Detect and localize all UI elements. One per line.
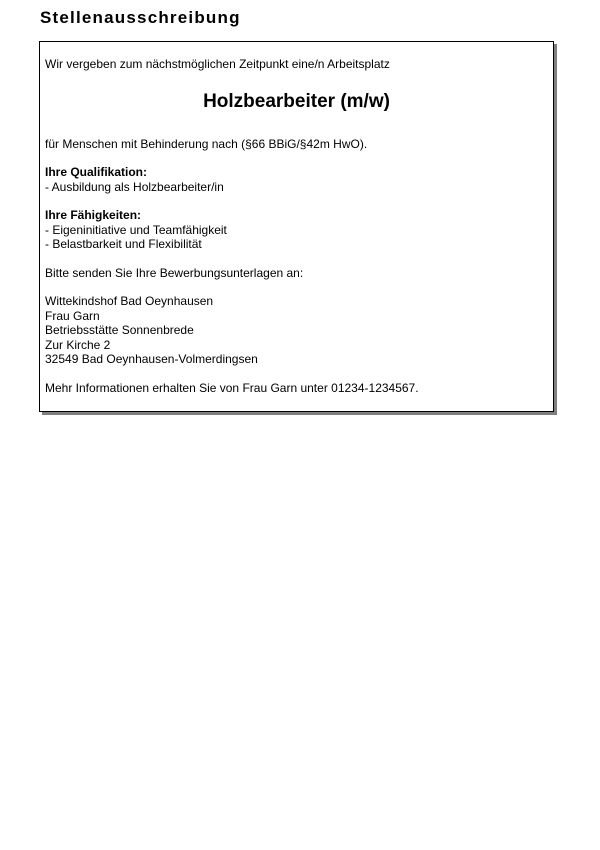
- address-line: 32549 Bad Oeynhausen-Volmerdingsen: [45, 352, 258, 366]
- intro-text: Wir vergeben zum nächstmöglichen Zeitpunkt eine/n Arbeitsplatz: [45, 57, 390, 71]
- address-block: [45, 294, 548, 367]
- address-line: Betriebsstätte Sonnenbrede: [45, 323, 194, 337]
- address-line: Zur Kirche 2: [45, 337, 111, 352]
- qualification-item: - Ausbildung als Holzbearbeiter/in: [45, 179, 224, 194]
- skills-heading: Ihre Fähigkeiten:: [45, 208, 142, 222]
- job-title: Holzbearbeiter (m/w): [203, 90, 390, 112]
- qualification-section: [45, 165, 548, 194]
- skills-item: - Belastbarkeit und Flexibilität: [45, 237, 202, 251]
- address-line: Frau Garn: [45, 308, 100, 323]
- page-title: Stellenausschreibung: [40, 8, 241, 27]
- skills-section: [45, 208, 548, 252]
- qualification-heading: Ihre Qualifikation:: [45, 165, 148, 179]
- job-posting-content: [45, 57, 548, 395]
- job-posting-box: [39, 41, 554, 412]
- address-line: Wittekindshof Bad Oeynhausen: [45, 294, 214, 308]
- skills-item: - Eigeninitiative und Teamfähigkeit: [45, 222, 227, 237]
- apply-prompt: Bitte senden Sie Ihre Bewerbungsunterlagen an:: [45, 265, 304, 280]
- contact-info: Mehr Informationen erhalten Sie von Frau Garn unter 01234-1234567.: [45, 380, 419, 395]
- target-group-text: für Menschen mit Behinderung nach (§66 BBiG/§42m HwO).: [45, 136, 368, 151]
